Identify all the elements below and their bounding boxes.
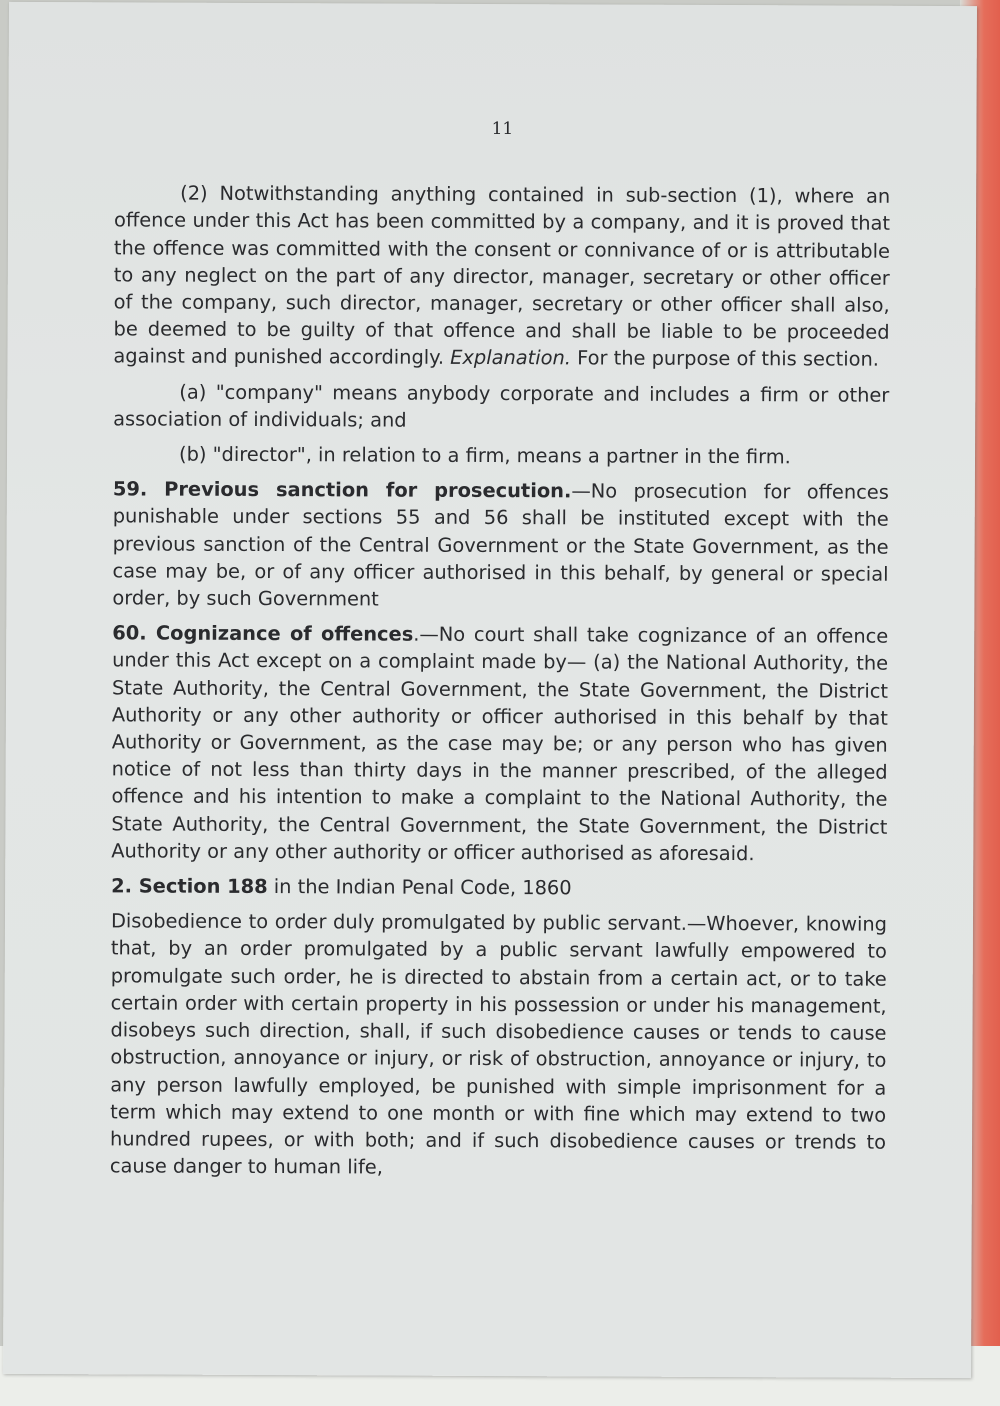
section-59 <box>112 476 889 615</box>
explanation-label: Explanation. <box>450 346 572 370</box>
clause-a: (a) "company" means anybody corporate and includes a firm or other association of individuals; and <box>113 380 890 432</box>
paragraph-subsection-2-tail: For the purpose of this section. <box>570 346 879 372</box>
document-body <box>110 114 891 1191</box>
page-number: 11 <box>491 119 514 140</box>
section-60-heading: 60. Cognizance of offences <box>112 621 414 646</box>
ipc-heading-line <box>111 872 887 903</box>
ipc-heading-tail: in the Indian Penal Code, 1860 <box>267 875 572 900</box>
clause-b: (b) "director", in relation to a firm, means a partner in the firm. <box>178 442 791 469</box>
ipc-heading: 2. Section 188 <box>111 874 268 899</box>
paragraph-subsection-2 <box>113 180 890 374</box>
section-59-body: —No prosecution for offences punishable under sections 55 and 56 shall be instituted except with the previous sanction of the Central Government or the State Government, as the case may be, or of any officer authorised in this behalf, by general or special order, by such Government <box>112 479 889 611</box>
section-59-heading: 59. Previous sanction for prosecution. <box>112 477 572 503</box>
section-60-body: .—No court shall take cognizance of an offence under this Act except on a complaint made by— (a) the National Authority, the State Authority, the Central Government, the State Government, the District Authority or any other authority or officer authorised in this behalf by that Authority or Government, as the case may be; or any person who has given notice of not less than thirty days in the manner prescribed, of the alleged offence and his intention to make a complaint to the National Authority, the State Authority, the Central Government, the State Government, the District Authority or any other authority or officer authorised as aforesaid. <box>111 622 889 866</box>
paragraph-subsection-2-text: (2) Notwithstanding anything contained in sub-section (1), where an offence under this Act has been committed by a company, and it is proved that the offence was committed with the consent or connivance of or is attributable to any neglect on the part of any director, manager, secretary or other officer of the company, such director, manager, secretary or other officer shall also, be deemed to be guilty of that offence and shall be liable to be proceeded against and punished accordingly. <box>113 181 891 370</box>
document-page <box>3 2 977 1378</box>
section-60 <box>111 620 888 868</box>
ipc-body: Disobedience to order duly promulgated by public servant.—Whoever, knowing that, by an order promulgated by a public servant lawfully empowered to promulgate such order, he is directed to abstain from a certain act, or to take certain order with certain property in his possession or under his management, disobeys such direction, shall, if such disobedience causes or tends to cause obstruction, annoyance or injury, or risk of obstruction, annoyance or injury, to any person lawfully employed, be punished with simple imprisonment for a term which may extend to one month or with fine which may extend to two hundred rupees, or with both; and if such disobedience causes or trends to cause danger to human life, <box>109 909 888 1179</box>
